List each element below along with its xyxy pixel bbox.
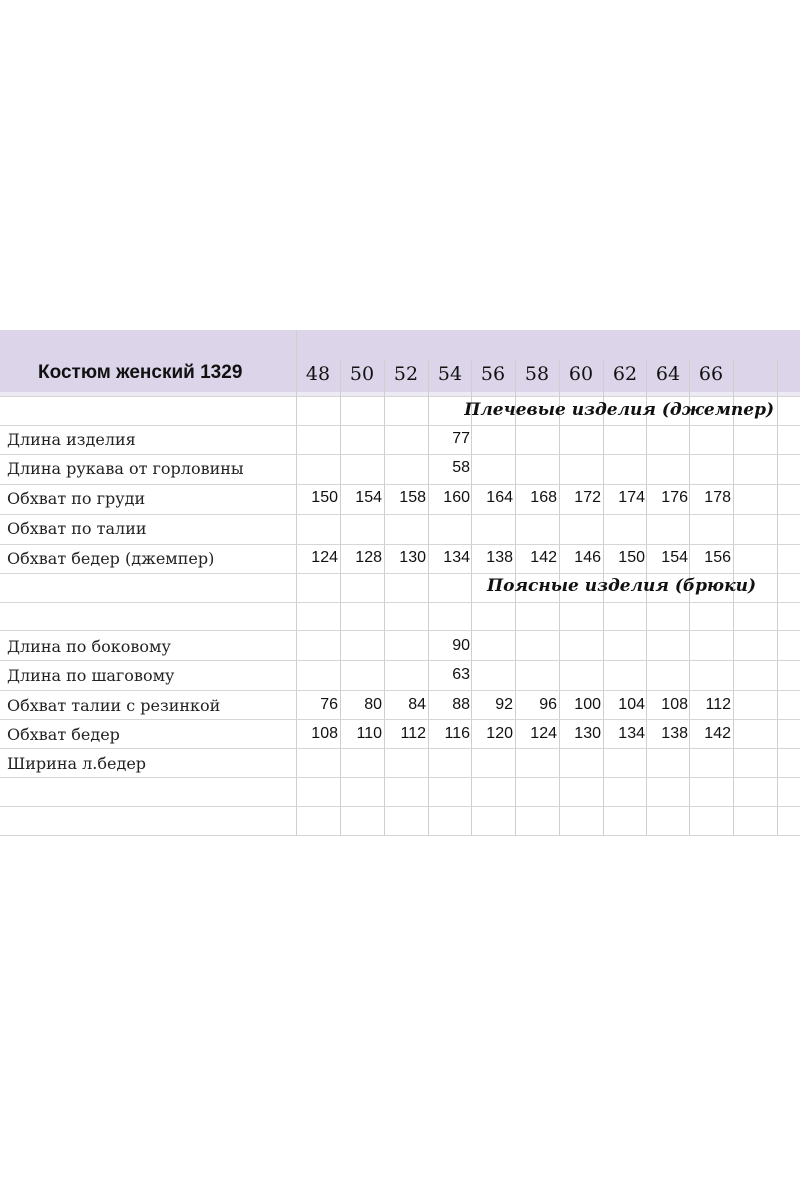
size-header: 56 (480, 363, 506, 385)
grid-row-line (0, 425, 800, 426)
table-cell-value: 176 (661, 489, 688, 506)
grid-column-line (515, 360, 516, 836)
size-header: 64 (655, 363, 681, 385)
table-cell-value: 138 (661, 725, 688, 742)
grid-row-line (0, 777, 800, 778)
table-cell-value: 124 (530, 725, 557, 742)
product-title: Костюм женский 1329 (38, 362, 243, 383)
grid-row-line (0, 454, 800, 455)
table-cell-value: 172 (574, 489, 601, 506)
table-cell-value: 77 (452, 430, 470, 447)
grid-column-line (384, 360, 385, 836)
grid-row-line (0, 602, 800, 603)
size-header: 62 (612, 363, 638, 385)
grid-row-line (0, 806, 800, 807)
size-header: 48 (305, 363, 331, 385)
table-cell-value: 142 (530, 549, 557, 566)
row-label: Длина рукава от горловины (7, 459, 244, 478)
grid-row-line (0, 660, 800, 661)
row-label: Обхват по талии (7, 519, 147, 538)
grid-row-line (0, 544, 800, 545)
table-cell-value: 130 (574, 725, 601, 742)
table-cell-value: 154 (661, 549, 688, 566)
row-label: Длина по шаговому (7, 666, 175, 685)
grid-row-line (0, 748, 800, 749)
table-cell-value: 104 (618, 696, 645, 713)
section-heading: Поясные изделия (брюки) (487, 576, 756, 596)
table-cell-value: 138 (486, 549, 513, 566)
size-header: 54 (437, 363, 463, 385)
table-cell-value: 168 (530, 489, 557, 506)
grid-row-line (0, 630, 800, 631)
grid-row-line (0, 719, 800, 720)
table-cell-value: 90 (452, 637, 470, 654)
table-cell-value: 150 (311, 489, 338, 506)
section-heading: Плечевые изделия (джемпер) (464, 400, 774, 420)
table-cell-value: 150 (618, 549, 645, 566)
grid-column-line (733, 360, 734, 836)
table-cell-value: 160 (443, 489, 470, 506)
row-label: Обхват бедер (джемпер) (7, 549, 215, 568)
table-cell-value: 110 (356, 725, 382, 742)
grid-row-line (0, 690, 800, 691)
table-cell-value: 96 (539, 696, 557, 713)
table-cell-value: 128 (355, 549, 382, 566)
table-cell-value: 158 (399, 489, 426, 506)
grid-row-line (0, 514, 800, 515)
table-cell-value: 134 (443, 549, 470, 566)
table-cell-value: 156 (704, 549, 731, 566)
grid-column-line (603, 360, 604, 836)
row-label: Обхват бедер (7, 725, 120, 744)
grid-column-line (340, 360, 341, 836)
table-cell-value: 146 (574, 549, 601, 566)
row-label: Обхват по груди (7, 489, 146, 508)
row-label: Обхват талии с резинкой (7, 696, 221, 715)
table-cell-value: 108 (311, 725, 338, 742)
grid-column-line (646, 360, 647, 836)
table-cell-value: 76 (320, 696, 338, 713)
table-cell-value: 112 (400, 725, 426, 742)
table-cell-value: 108 (661, 696, 688, 713)
table-cell-value: 134 (618, 725, 645, 742)
table-cell-value: 80 (364, 696, 382, 713)
table-cell-value: 84 (408, 696, 426, 713)
size-chart-table (0, 330, 800, 836)
table-cell-value: 164 (486, 489, 513, 506)
table-cell-value: 124 (311, 549, 338, 566)
table-cell-value: 112 (705, 696, 731, 713)
table-cell-value: 58 (452, 459, 470, 476)
size-header: 66 (698, 363, 724, 385)
table-cell-value: 142 (704, 725, 731, 742)
grid-row-line (0, 835, 800, 836)
row-label: Длина изделия (7, 430, 136, 449)
table-cell-value: 174 (618, 489, 645, 506)
table-cell-value: 116 (444, 725, 470, 742)
table-cell-value: 92 (495, 696, 513, 713)
grid-column-line (296, 330, 297, 836)
table-cell-value: 63 (452, 666, 470, 683)
row-label: Ширина л.бедер (7, 754, 147, 773)
grid-row-line (0, 573, 800, 574)
table-cell-value: 88 (452, 696, 470, 713)
table-cell-value: 154 (355, 489, 382, 506)
grid-column-line (689, 360, 690, 836)
grid-column-line (777, 360, 778, 836)
size-header: 58 (524, 363, 550, 385)
table-cell-value: 100 (574, 696, 601, 713)
grid-row-line (0, 396, 800, 397)
table-cell-value: 178 (704, 489, 731, 506)
grid-row-line (0, 484, 800, 485)
table-cell-value: 120 (486, 725, 513, 742)
size-header: 60 (568, 363, 594, 385)
row-label: Длина по боковому (7, 637, 171, 656)
size-header: 50 (349, 363, 375, 385)
size-header: 52 (393, 363, 419, 385)
grid-column-line (471, 360, 472, 836)
table-cell-value: 130 (399, 549, 426, 566)
grid-column-line (559, 360, 560, 836)
